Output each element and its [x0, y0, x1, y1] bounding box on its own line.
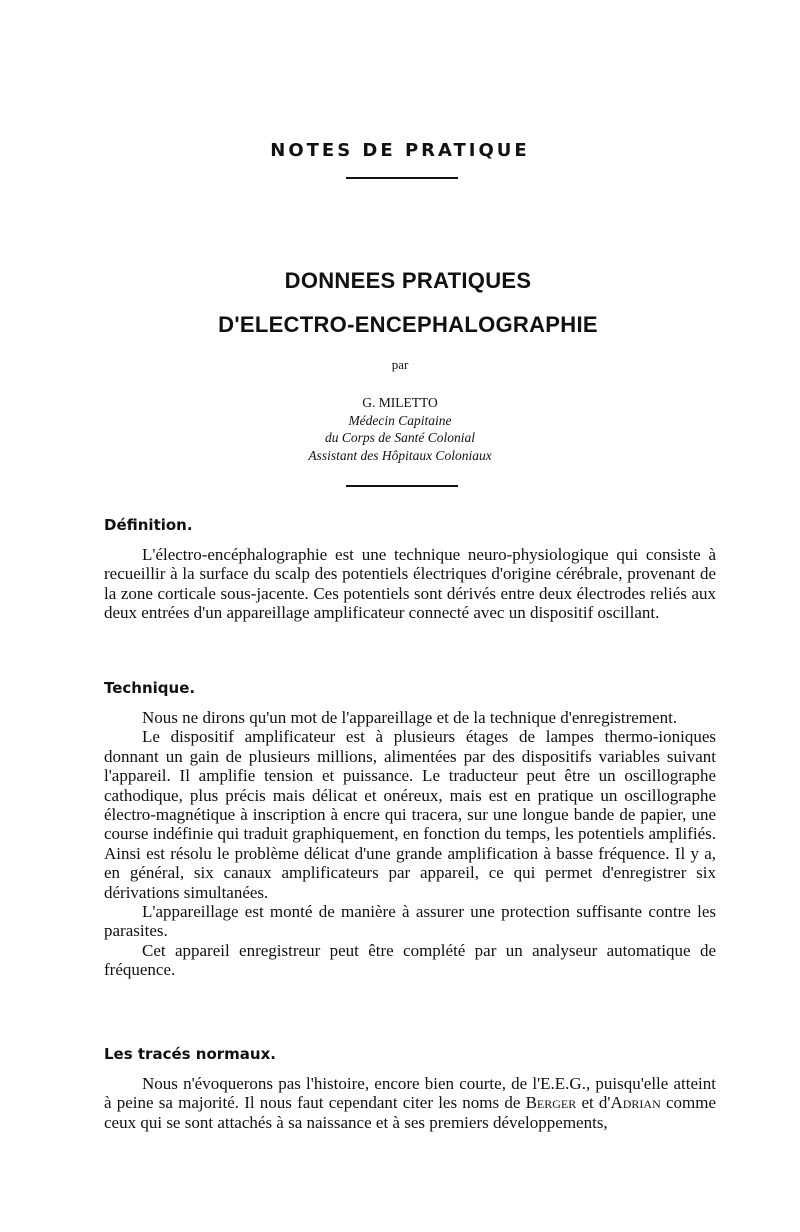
definition-body: [104, 545, 716, 623]
header-divider: [346, 177, 458, 179]
paragraph: L'électro-encéphalographie est une technique neuro-physiologique qui consiste à recueillir à la surface du scalp des potentiels électriques d'origine cérébrale, provenant de la zone corticale sous-jacente. Ces potentiels sont dérivés entre deux électrodes reliés aux deux entrées d'un appareillage amplificateur connecté avec un dispositif oscillant.: [104, 545, 716, 623]
paragraph: L'appareillage est monté de manière à assurer une protection suffisante contre les parasites.: [104, 902, 716, 941]
author-position: Assistant des Hôpitaux Coloniaux: [308, 447, 492, 463]
heading-technique: Technique.: [104, 679, 196, 697]
paragraph-text: Nous n'évoquerons pas l'histoire, encore bien courte, de l'E.E.G., puisqu'elle atteint à peine sa majorité. Il nous faut cependant citer les noms de: [104, 1074, 716, 1113]
author-rank: Médecin Capitaine: [348, 412, 452, 428]
paragraph: Cet appareil enregistreur peut être complété par un analyseur automatique de fréquence.: [104, 940, 716, 980]
paragraph-text-end: comme ceux qui se sont attachés à sa naissance et à ses premiers développements,: [104, 1093, 717, 1132]
traces-body: [104, 1074, 716, 1132]
article-title-line-2: D'ELECTRO-ENCEPHALOGRAPHIE: [218, 312, 598, 337]
paragraph: Nous ne dirons qu'un mot de l'appareillage et de la technique d'enregistrement.: [142, 708, 678, 727]
article-title-line-1: DONNEES PRATIQUES: [284, 268, 532, 293]
paragraph: Le dispositif amplificateur est à plusieurs étages de lampes thermo-ioniques donnant un gain de plusieurs millions, alimentées par des dispositifs variables suivant l'appareil. Il amplifie tension et puissance. Le traducteur peut être un oscillographe cathodique, plus précis mais délicat et onéreux, mais est en pratique un oscillographe électro-magnétique à inscription à encre qui tracera, sur une longue bande de papier, une course indéfinie qui traduit graphiquement, en fonction du temps, les potentiels amplifiés. Ainsi est résolu le problème délicat d'une grande amplification à basse fréquence. Il y a, en général, six canaux amplificateurs par appareil, ce qui permet d'enregistrer six dérivations simultanées.: [104, 727, 716, 902]
technique-body: [104, 708, 716, 980]
author-name-adrian: Adrian: [610, 1093, 661, 1113]
author-corps: du Corps de Santé Colonial: [324, 430, 475, 445]
heading-normal-traces: Les tracés normaux.: [104, 1045, 276, 1063]
heading-definition: Définition.: [104, 516, 193, 534]
author-name-berger: Berger: [525, 1093, 577, 1113]
section-header: NOTES DE PRATIQUE: [270, 140, 530, 161]
author-block: [0, 394, 800, 464]
author-name: G. MILETTO: [362, 395, 438, 410]
author-divider: [346, 485, 458, 487]
connector-text: et d': [581, 1093, 611, 1113]
byline: par: [391, 357, 409, 372]
paragraph: [104, 1074, 716, 1132]
